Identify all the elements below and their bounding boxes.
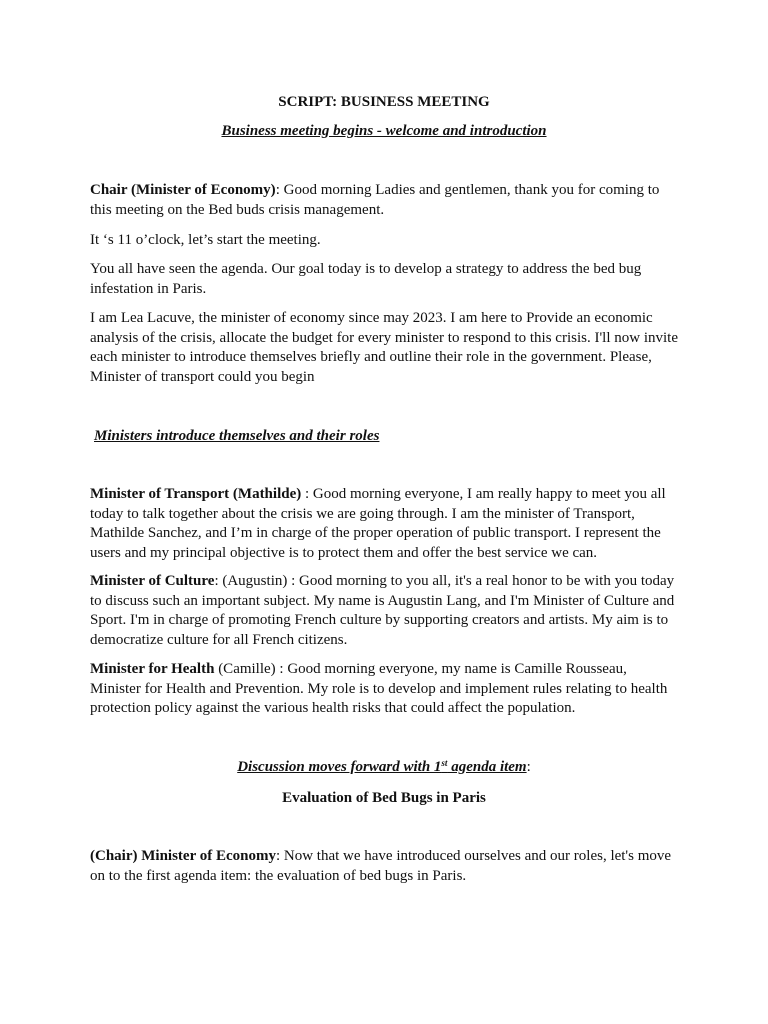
section-heading-welcome-text: Business meeting begins - welcome and introduction xyxy=(221,123,547,139)
agenda-item-subtitle: Evaluation of Bed Bugs in Paris xyxy=(282,790,486,806)
paragraph-minister-transport xyxy=(90,485,680,563)
document-title: SCRIPT: BUSINESS MEETING xyxy=(278,94,490,110)
section-heading-introductions xyxy=(94,427,684,447)
section-heading-introductions-text: Ministers introduce themselves and their roles xyxy=(94,428,380,444)
ordinal-superscript: st xyxy=(441,758,448,768)
paragraph-minister-health xyxy=(90,660,680,719)
paragraph-minister-culture xyxy=(90,572,680,650)
section-heading-welcome xyxy=(0,122,768,142)
paragraph-text: : Good morning everyone, I am really happy to meet you all today to talk together about the crisis we are going through. I am the minister of Transport, Mathilde Sanchez, and I’m in charge of the proper operation of public transport. I represent the users and my principal objective is to protect them and offer the best service we can. xyxy=(90,486,666,561)
speaker-label: (Chair) Minister of Economy xyxy=(90,848,276,864)
speaker-label: Chair (Minister of Economy) xyxy=(90,182,276,198)
paragraph-chair-intro: I am Lea Lacuve, the minister of economy since may 2023. I am here to Provide an economic analysis of the crisis, allocate the budget for every minister to respond to this crisis. I'll now invite each minister to introduce themselves briefly and outline their role in the government. Please, Minister of transport could you begin xyxy=(90,310,678,385)
paragraph-text: : Now that we have introduced ourselves and our roles, let's move on to the first agenda item: the evaluation of bed bugs in Paris. xyxy=(90,848,672,884)
paragraph-text: : Good morning Ladies and gentlemen, thank you for coming to this meeting on the Bed buds crisis management. xyxy=(90,182,660,218)
section-heading-agenda-item xyxy=(0,758,768,778)
speaker-label: Minister of Culture xyxy=(90,573,215,589)
section-heading-agenda-item-text xyxy=(237,759,526,775)
speaker-label: Minister for Health xyxy=(90,661,215,677)
paragraph-text: (Camille) : Good morning everyone, my name is Camille Rousseau, Minister for Health and Prevention. My role is to develop and implement rules relating to health protection policy against the various health risks that could affect the population. xyxy=(90,661,668,716)
heading-colon: : xyxy=(526,759,531,775)
speaker-label: Minister of Transport (Mathilde) xyxy=(90,486,302,502)
paragraph-chair-opening xyxy=(90,181,680,220)
paragraph-time: It ‘s 11 o’clock, let’s start the meeting. xyxy=(90,232,321,248)
heading-part: Discussion moves forward with 1 xyxy=(237,759,442,775)
paragraph-text: : (Augustin) : Good morning to you all, it's a real honor to be with you today to discuss such an important subject. My name is Augustin Lang, and I'm Minister of Culture and Sport. I'm in charge of promoting French culture by supporting creators and artists. My aim is to democratize culture for all French citizens. xyxy=(90,573,675,648)
paragraph-chair-agenda xyxy=(90,847,680,886)
paragraph-agenda: You all have seen the agenda. Our goal today is to develop a strategy to address the bed bug infestation in Paris. xyxy=(90,261,642,297)
heading-part: agenda item xyxy=(447,759,527,775)
